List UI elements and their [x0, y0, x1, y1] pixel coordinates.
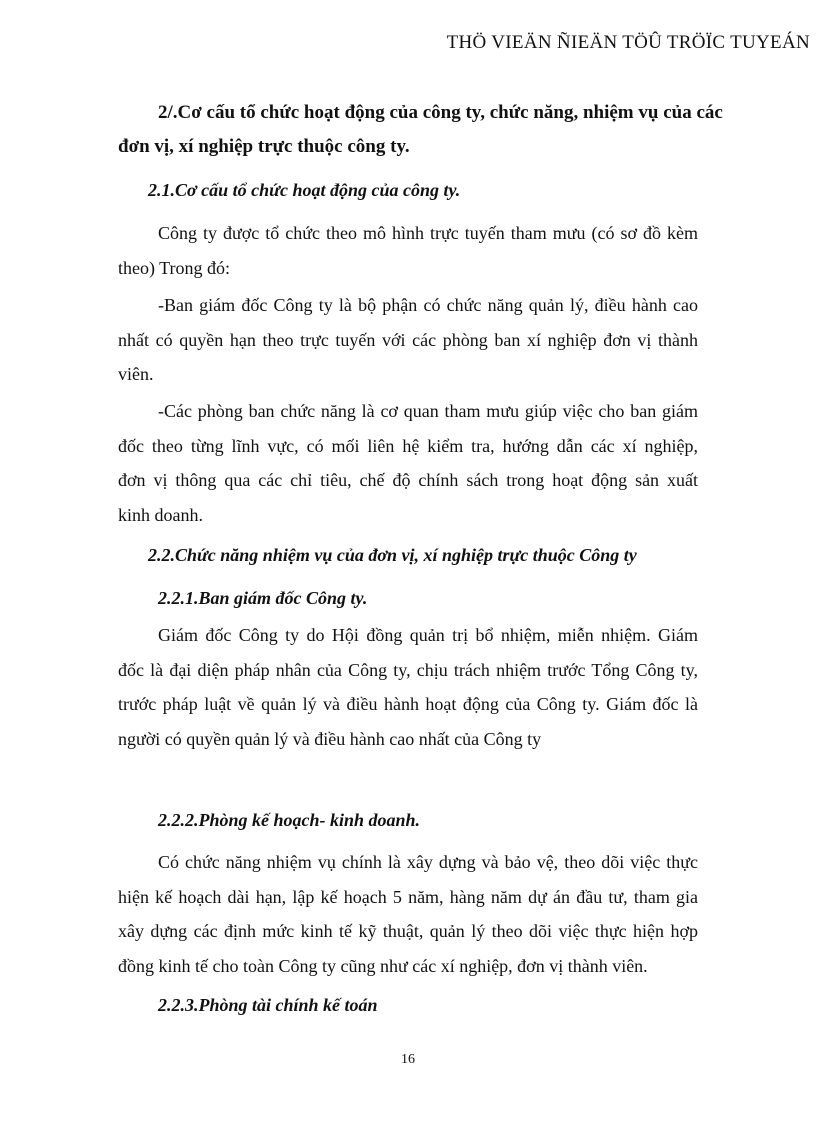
- subsection-2-2-2-heading: [158, 803, 698, 838]
- section-heading: [118, 96, 723, 164]
- text-line: trước pháp luật về quản lý và điều hành hoạt động của Công ty. Giám đốc là: [118, 694, 698, 714]
- paragraph-2-2-2: [118, 845, 698, 983]
- text-line: theo) Trong đó:: [118, 257, 231, 278]
- text-line: đồng kinh tế cho toàn Công ty cũng như các xí nghiệp, đơn vị thành viên.: [118, 955, 648, 976]
- text-line: nhất có quyền hạn theo trực tuyến với các phòng ban xí nghiệp đơn vị thành: [118, 329, 698, 350]
- text-line: -Các phòng ban chức năng là cơ quan tham mưu giúp việc cho ban giám: [158, 401, 698, 421]
- paragraph-2-1-a: [118, 216, 698, 285]
- heading-text: 2.2.1.Ban giám đốc Công ty.: [158, 588, 368, 608]
- text-line: -Ban giám đốc Công ty là bộ phận có chức năng quản lý, điều hành cao: [158, 295, 698, 315]
- paragraph-2-2-1: [118, 618, 698, 756]
- heading-text: 2.1.Cơ cấu tổ chức hoạt động của công ty.: [148, 180, 461, 200]
- page-number: 16: [401, 1052, 415, 1067]
- text-line: đốc là đại diện pháp nhân của Công ty, chịu trách nhiệm trước Tổng Công ty,: [118, 659, 698, 680]
- heading-text: 2.2.Chức năng nhiệm vụ của đơn vị, xí nghiệp trực thuộc Công ty: [148, 545, 637, 565]
- text-line: viên.: [118, 364, 154, 384]
- text-line: người có quyền quản lý và điều hành cao nhất của Công ty: [118, 728, 542, 749]
- text-line: Giám đốc Công ty do Hội đồng quản trị bổ nhiệm, miễn nhiệm. Giám: [158, 625, 698, 645]
- section-heading-line: đơn vị, xí nghiệp trực thuộc công ty.: [118, 136, 410, 157]
- text-line: xây dựng các định mức kinh tế kỹ thuật, quản lý theo dõi việc thực hiện hợp: [118, 921, 698, 941]
- running-header: THÖ VIEÄN ÑIEÄN TÖÛ TRÖÏC TUYEÁN: [446, 32, 810, 53]
- subsection-2-2-heading: [148, 538, 708, 573]
- subsection-2-2-3-heading: [158, 988, 698, 1023]
- subsection-2-1-heading: [148, 173, 708, 208]
- section-heading-line: 2/.Cơ cấu tổ chức hoạt động của công ty, chức năng, nhiệm vụ của các: [158, 102, 723, 123]
- text-line: đốc theo từng lĩnh vực, có mối liên hệ kiểm tra, hướng dẫn các xí nghiệp,: [118, 435, 698, 456]
- heading-text: 2.2.2.Phòng kế hoạch- kinh doanh.: [158, 810, 421, 830]
- text-line: kinh doanh.: [118, 504, 203, 525]
- text-line: Có chức năng nhiệm vụ chính là xây dựng và bảo vệ, theo dõi việc thực: [158, 852, 698, 872]
- heading-text: 2.2.3.Phòng tài chính kế toán: [158, 995, 378, 1015]
- paragraph-2-1-b: [118, 288, 698, 392]
- text-line: Công ty được tổ chức theo mô hình trực tuyến tham mưu (có sơ đồ kèm: [158, 223, 698, 243]
- subsection-2-2-1-heading: [158, 581, 698, 616]
- text-line: đơn vị thông qua các chỉ tiêu, chế độ chính sách trong hoạt động sản xuất: [118, 470, 698, 490]
- paragraph-2-1-c: [118, 394, 698, 532]
- text-line: hiện kế hoạch dài hạn, lập kế hoạch 5 năm, hàng năm dự án đầu tư, tham gia: [118, 886, 698, 907]
